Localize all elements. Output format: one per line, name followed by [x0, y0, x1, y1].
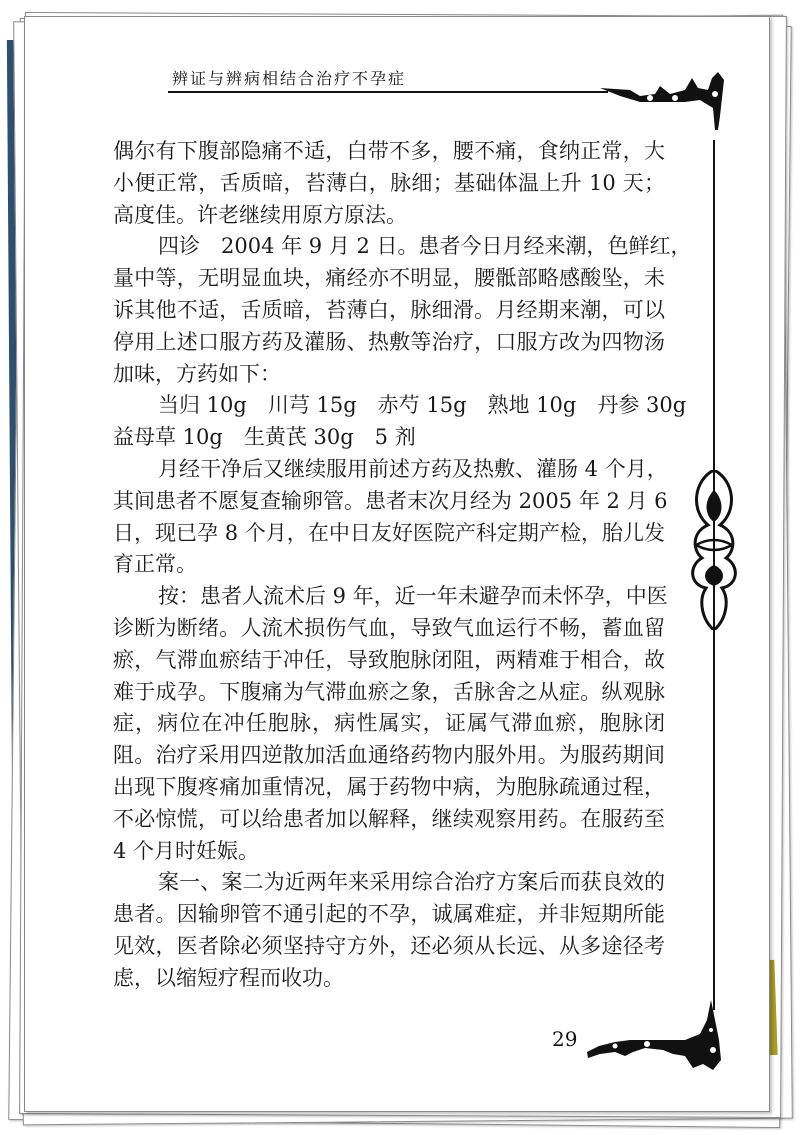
paragraph	[113, 136, 665, 231]
text-line: 不必惊慌，可以给患者加以解释，继续观察用药。在服药至	[113, 806, 665, 831]
border-rule	[713, 140, 715, 1010]
text-line: 出现下腹疼痛加重情况，属于药物中病，为胞脉疏通过程，	[113, 774, 665, 799]
text-line: 见效，医者除必须坚持守方外，还必须从长远、从多途径考	[113, 933, 665, 958]
text-line: 症，病位在冲任胞脉，病性属实，证属气滞血瘀，胞脉闭	[113, 711, 665, 736]
text-line: 四诊 2004 年 9 月 2 日。患者今日月经来潮，色鲜红，	[158, 234, 692, 259]
text-line: 偶尔有下腹部隐痛不适，白带不多，腰不痛，食纳正常，大	[113, 139, 665, 163]
text-line: 停用上述口服方药及灌肠、热敷等治疗，口服方改为四物汤	[113, 329, 665, 354]
paragraph	[113, 867, 665, 994]
page-number: 29	[552, 1027, 578, 1051]
text-line: 虑，以缩短疗程而收功。	[113, 965, 344, 990]
paragraph	[113, 231, 692, 390]
text-line: 案一、案二为近两年来采用综合治疗方案后而获良效的	[158, 870, 665, 895]
text-line: 诊断为断绪。人流术损伤气血，导致气血运行不畅，蓄血留	[113, 615, 665, 640]
body-text	[113, 136, 692, 995]
paragraph	[113, 390, 687, 454]
text-line: 按：患者人流术后 9 年，近一年未避孕而未怀孕，中医	[158, 584, 668, 609]
text-line: 诉其他不适，舌质暗，苔薄白，脉细滑。月经期来潮，可以	[113, 297, 665, 322]
text-line: 益母草 10g 生黄芪 30g 5 剂	[113, 425, 416, 450]
paragraph	[113, 581, 668, 867]
text-line: 4 个月时妊娠。	[113, 838, 260, 863]
text-line: 瘀，气滞血瘀结于冲任，导致胞脉闭阻，两精难于相合，故	[113, 647, 665, 672]
text-line: 育正常。	[113, 552, 197, 577]
text-line: 日，现已孕 8 个月，在中日友好医院产科定期产检，胎儿发	[113, 520, 665, 545]
corner-ornament-bottom-right	[585, 1000, 725, 1075]
side-ornament	[688, 470, 742, 630]
text-line: 高度佳。许老继续用原方原法。	[113, 202, 407, 227]
text-line: 当归 10g 川芎 15g 赤芍 15g 熟地 10g 丹参 30g	[158, 393, 687, 418]
text-line: 患者。因输卵管不通引起的不孕，诚属难症，并非短期所能	[113, 902, 665, 927]
text-line: 月经干净后又继续服用前述方药及热敷、灌肠 4 个月，	[158, 456, 668, 481]
text-line: 难于成孕。下腹痛为气滞血瘀之象，舌脉舍之从症。纵观脉	[113, 679, 665, 704]
header-rule	[168, 91, 608, 93]
text-line: 量中等，无明显血块，痛经亦不明显，腰骶部略感酸坠，未	[113, 266, 665, 291]
running-header: 辨证与辨病相结合治疗不孕症	[172, 69, 407, 88]
text-line: 其间患者不愿复查输卵管。患者末次月经为 2005 年 2 月 6	[113, 488, 668, 513]
text-line: 小便正常，舌质暗，苔薄白，脉细；基础体温上升 10 天；	[113, 170, 665, 195]
text-line: 阻。治疗采用四逆散加活血通络药物内服外用。为服药期间	[113, 743, 665, 768]
text-line: 加味，方药如下：	[113, 361, 281, 386]
paragraph	[113, 454, 668, 581]
